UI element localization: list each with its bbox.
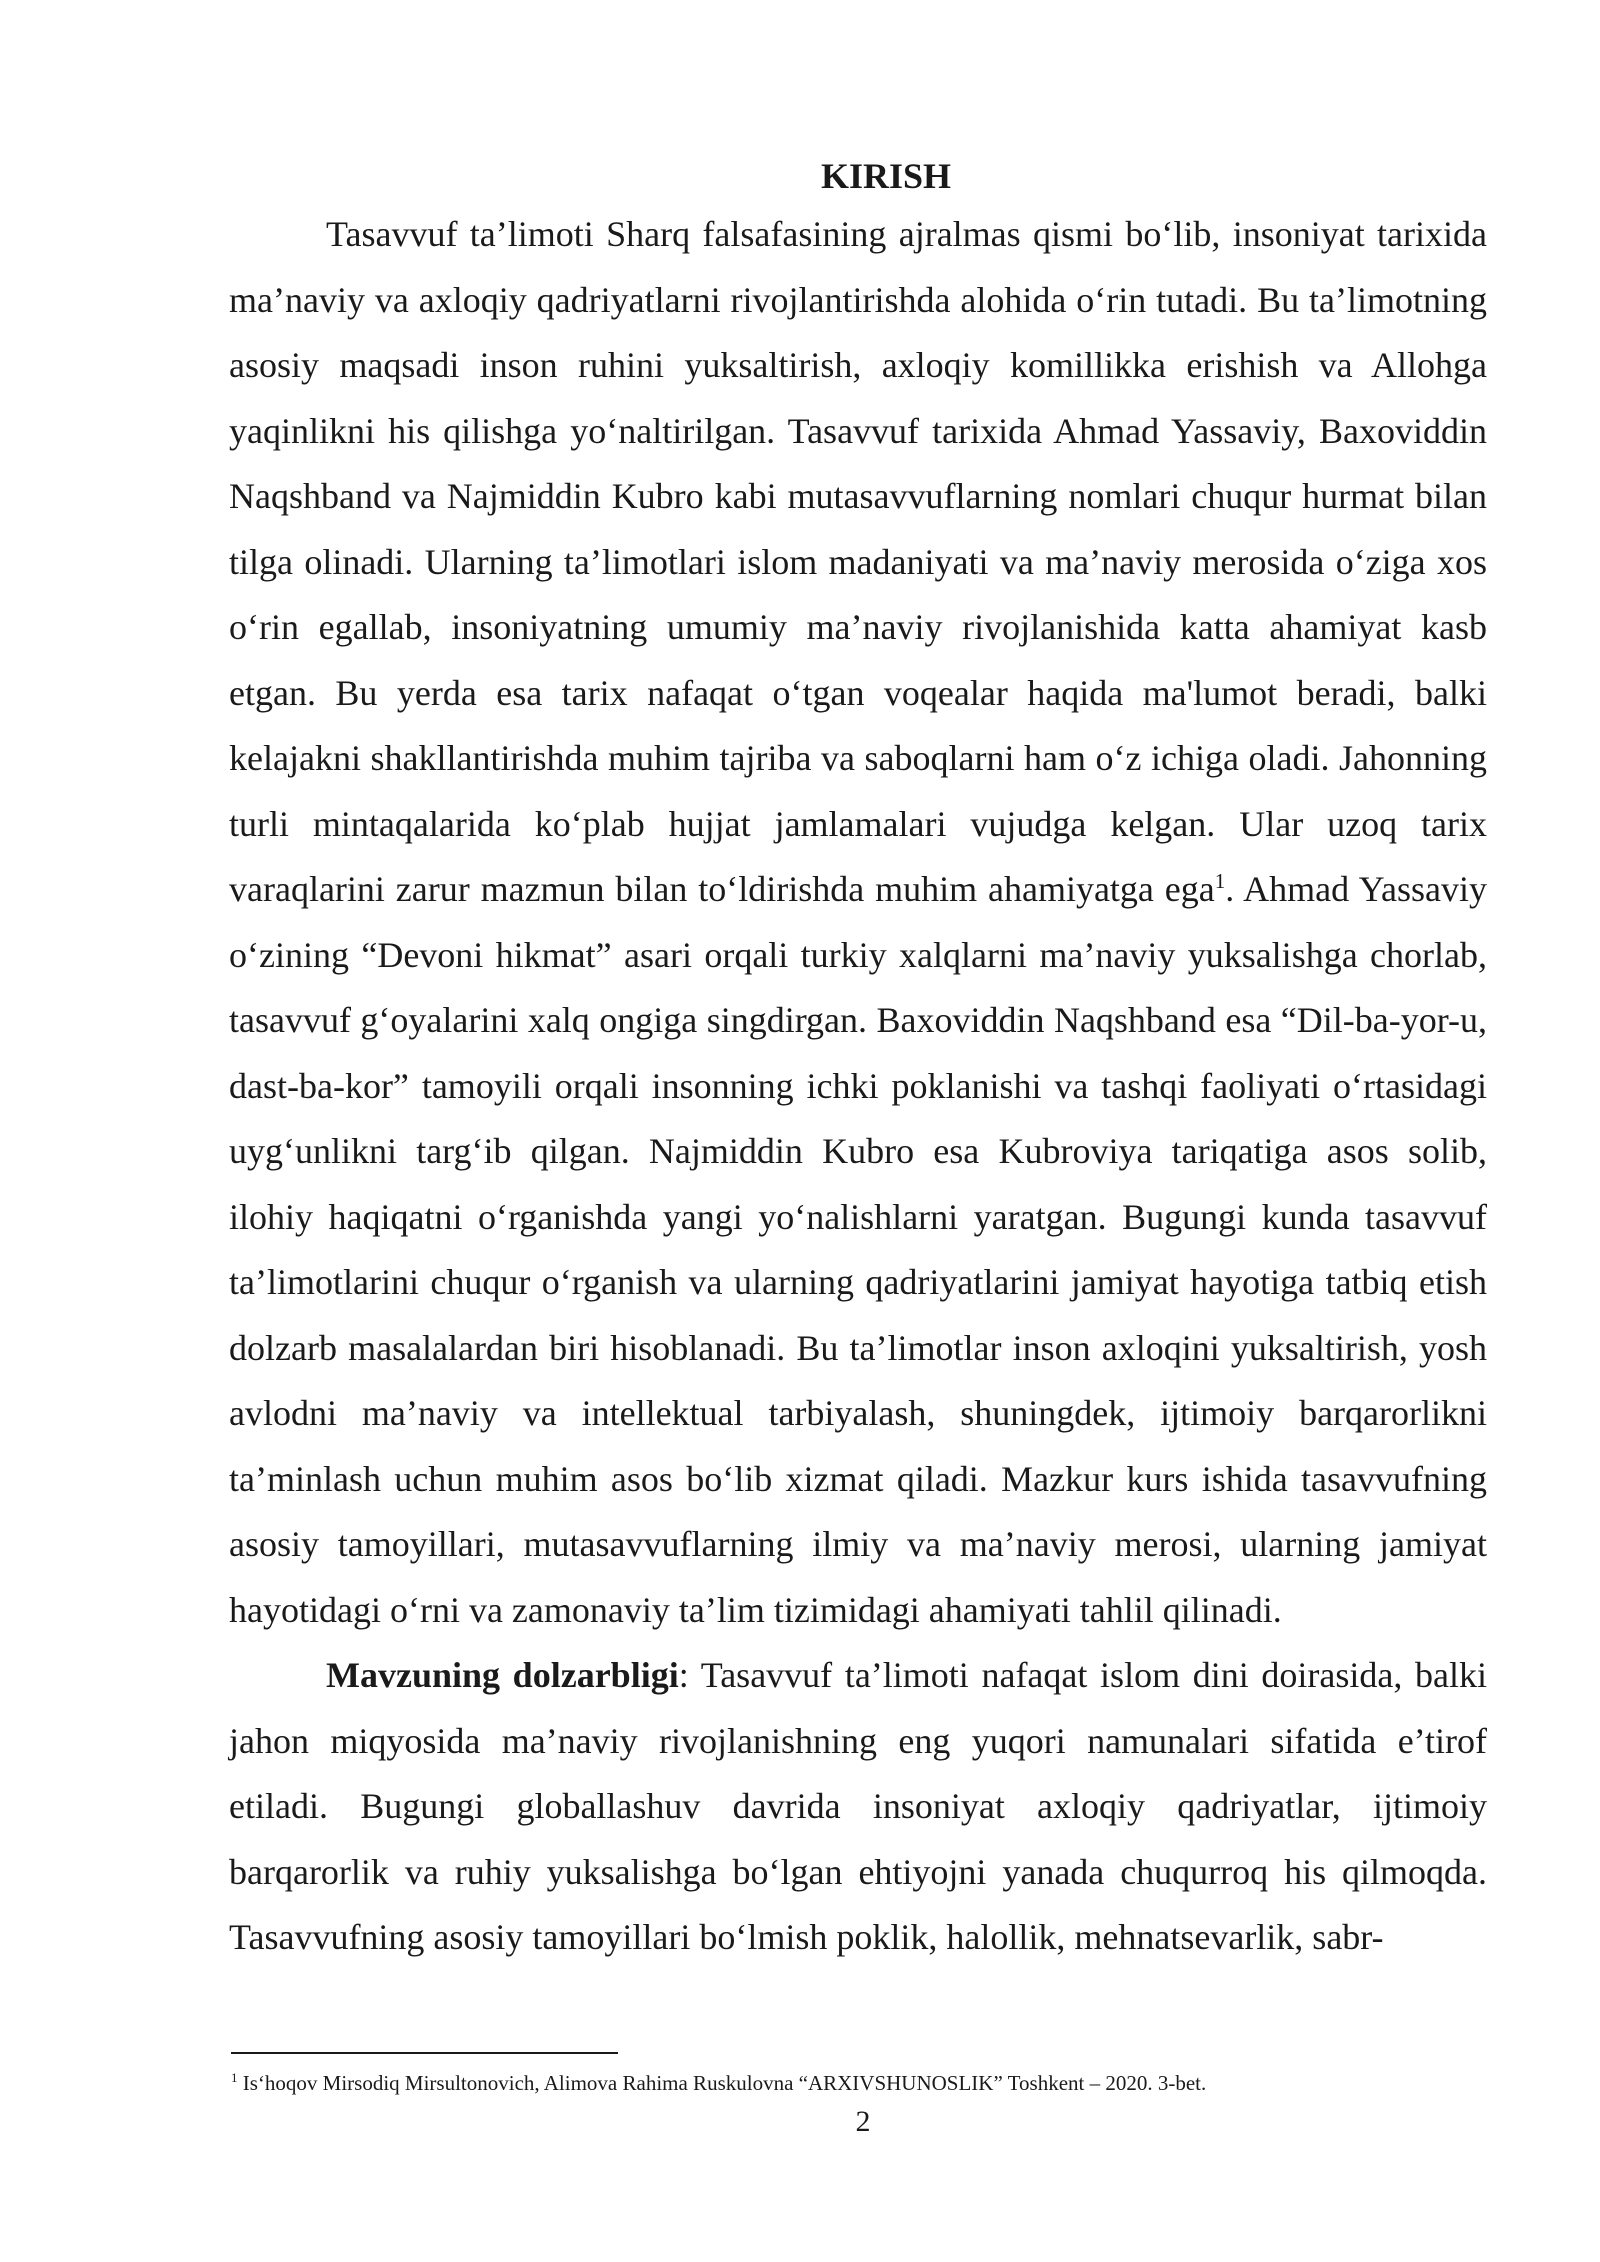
relevance-text: Tasavvuf ta’limoti nafaqat islom dini doirasida, balki jahon miqyosida ma’naviy rivojlanishning eng yuqori namunalari sifatida e’tirof etiladi. Bugungi globallashuv davrida insoniyat axloqiy qadriyatlar, ijtimoiy barqarorlik va ruhiy yuksalishga bo‘lgan ehtiyojni yanada chuqurroq his qilmoqda. Tasavvufning asosiy tamoyillari bo‘lmish poklik, halollik, mehnatsevarlik, sabr-	[229, 1655, 1487, 1957]
relevance-colon: :	[678, 1655, 689, 1695]
section-heading: KIRISH	[820, 156, 952, 196]
page-number: 2	[855, 2105, 871, 2138]
intro-text-part-1: Tasavvuf ta’limoti Sharq falsafasining ajralmas qismi bo‘lib, insoniyat tarixida ma’naviy va axloqiy qadriyatlarni rivojlantirishda alohida o‘rin tutadi. Bu ta’limotning asosiy maqsadi inson ruhini yuksaltirish, axloqiy komillikka erishish va Allohga yaqinlikni his qilishga yo‘naltirilgan. Tasavvuf tarixida Ahmad Yassaviy, Baxoviddin Naqshband va Najmiddin Kubro kabi mutasavvuflarning nomlari chuqur hurmat bilan tilga olinadi. Ularning ta’limotlari islom madaniyati va ma’naviy merosida o‘ziga xos o‘rin egallab, insoniyatning umumiy ma’naviy rivojlanishida katta ahamiyat kasb etgan. Bu yerda esa tarix nafaqat o‘tgan voqealar haqida ma'lumot beradi, balki kelajakni shakllantirishda muhim tajriba va saboqlarni ham o‘z ichiga oladi. Jahonning turli mintaqalarida ko‘plab hujjat jamlamalari vujudga kelgan. Ular uzoq tarix varaqlarini zarur mazmun bilan to‘ldirishda muhim ahamiyatga ega	[229, 214, 1487, 909]
page-body	[229, 150, 1487, 1971]
footnote-number: 1	[231, 2070, 238, 2085]
relevance-label: Mavzuning dolzarbligi	[326, 1655, 679, 1695]
footnote	[231, 2069, 1206, 2097]
footnote-reference[interactable]: 1	[1214, 869, 1226, 893]
intro-paragraph	[229, 202, 1487, 1643]
relevance-paragraph	[229, 1643, 1487, 1971]
footnote-text: Is‘hoqov Mirsodiq Mirsultonovich, Alimova Rahima Ruskulovna “ARXIVSHUNOSLIK” Toshkent – 2020. 3-bet.	[237, 2071, 1207, 2095]
footnote-separator	[231, 2052, 618, 2054]
intro-text-part-2: . Ahmad Yassaviy o‘zining “Devoni hikmat” asari orqali turkiy xalqlarni ma’naviy yuksalishga chorlab, tasavvuf g‘oyalarini xalq ongiga singdirgan. Baxoviddin Naqshband esa “Dil-ba-yor-u, dast-ba-kor” tamoyili orqali insonning ichki poklanishi va tashqi faoliyati o‘rtasidagi uyg‘unlikni targ‘ib qilgan. Najmiddin Kubro esa Kubroviya tariqatiga asos solib, ilohiy haqiqatni o‘rganishda yangi yo‘nalishlarni yaratgan. Bugungi kunda tasavvuf ta’limotlarini chuqur o‘rganish va ularning qadriyatlarini jamiyat hayotiga tatbiq etish dolzarb masalalardan biri hisoblanadi. Bu ta’limotlar inson axloqini yuksaltirish, yosh avlodni ma’naviy va intellektual tarbiyalash, shuningdek, ijtimoiy barqarorlikni ta’minlash uchun muhim asos bo‘lib xizmat qiladi. Mazkur kurs ishida tasavvufning asosiy tamoyillari, mutasavvuflarning ilmiy va ma’naviy merosi, ularning jamiyat hayotidagi o‘rni va zamonaviy ta’lim tizimidagi ahamiyati tahlil qilinadi.	[229, 869, 1487, 1630]
